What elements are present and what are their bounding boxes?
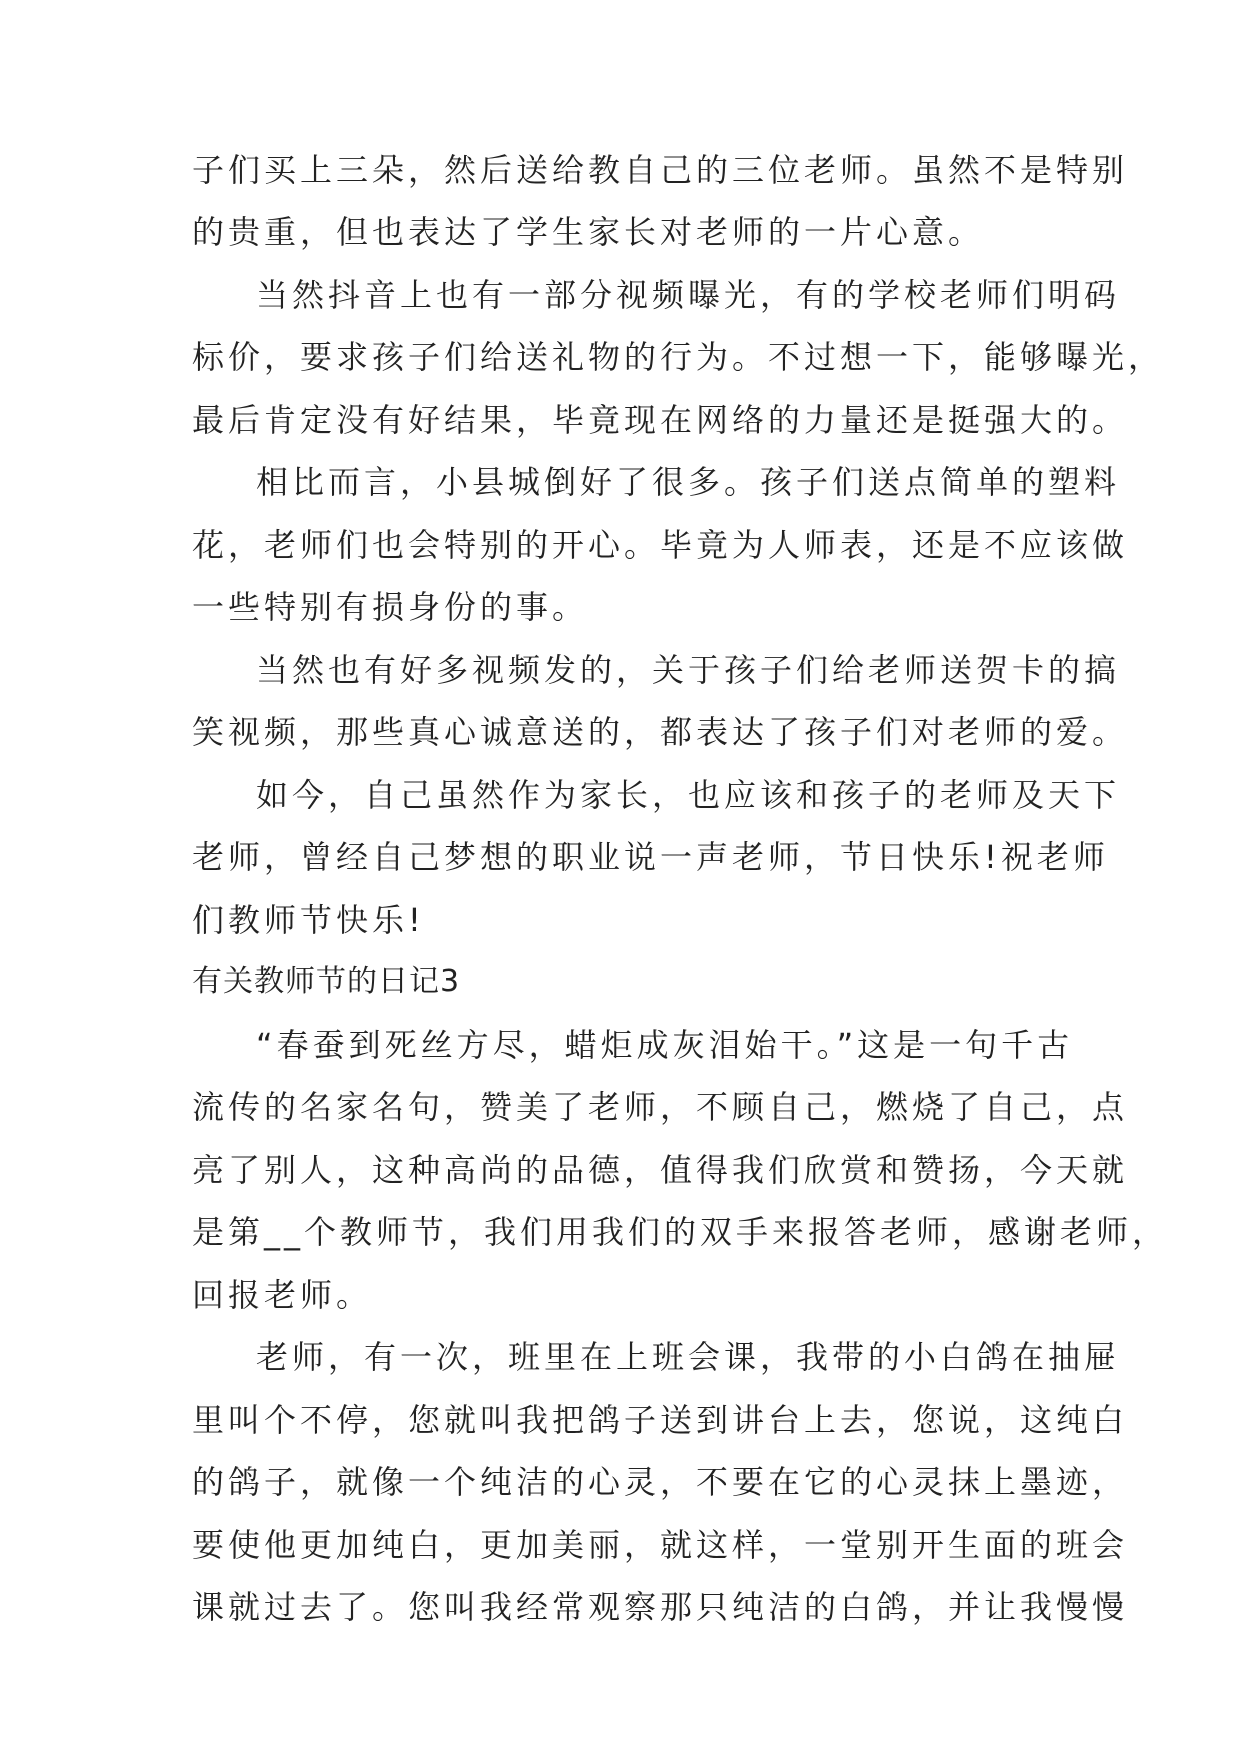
section-heading: 有关教师节的日记3 [192, 964, 461, 999]
text-line: 是第__个教师节，我们用我们的双手来报答老师，感谢老师， [192, 1213, 1169, 1251]
paragraph-first-line: 相比而言，小县城倒好了很多。孩子们送点简单的塑料 [256, 463, 1121, 501]
text-line: 课就过去了。您叫我经常观察那只纯洁的白鸽，并让我慢慢 [192, 1588, 1129, 1626]
text-line: 标价，要求孩子们给送礼物的行为。不过想一下，能够曝光， [192, 338, 1165, 376]
text-line: 亮了别人，这种高尚的品德，值得我们欣赏和赞扬，今天就 [192, 1151, 1129, 1189]
paragraph-first-line: 当然抖音上也有一部分视频曝光，有的学校老师们明码 [256, 276, 1121, 314]
text-line: 的鸽子，就像一个纯洁的心灵，不要在它的心灵抹上墨迹， [192, 1463, 1129, 1501]
paragraph-first-line: 如今，自己虽然作为家长，也应该和孩子的老师及天下 [256, 776, 1121, 814]
text-line: 花，老师们也会特别的开心。毕竟为人师表，还是不应该做 [192, 526, 1129, 564]
text-line: 老师，曾经自己梦想的职业说一声老师，节日快乐!祝老师 [192, 838, 1109, 876]
text-line: 要使他更加纯白，更加美丽，就这样，一堂别开生面的班会 [192, 1526, 1129, 1564]
paragraph-first-line: 老师，有一次，班里在上班会课，我带的小白鸽在抽屉 [256, 1338, 1121, 1376]
text-line: 子们买上三朵，然后送给教自己的三位老师。虽然不是特别 [192, 151, 1129, 189]
text-line: 的贵重，但也表达了学生家长对老师的一片心意。 [192, 213, 985, 251]
text-line: 们教师节快乐! [192, 901, 425, 939]
text-line: 笑视频，那些真心诚意送的，都表达了孩子们对老师的爱。 [192, 713, 1129, 751]
text-line: 一些特别有损身份的事。 [192, 588, 589, 626]
paragraph-first-line: 当然也有好多视频发的，关于孩子们给老师送贺卡的搞 [256, 651, 1121, 689]
paragraph-first-line: “春蚕到死丝方尽，蜡炬成灰泪始干。”这是一句千古 [256, 1026, 1074, 1064]
text-line: 最后肯定没有好结果，毕竟现在网络的力量还是挺强大的。 [192, 401, 1129, 439]
text-line: 流传的名家名句，赞美了老师，不顾自己，燃烧了自己，点 [192, 1088, 1129, 1126]
text-line: 里叫个不停，您就叫我把鸽子送到讲台上去，您说，这纯白 [192, 1401, 1129, 1439]
text-line: 回报老师。 [192, 1276, 373, 1314]
